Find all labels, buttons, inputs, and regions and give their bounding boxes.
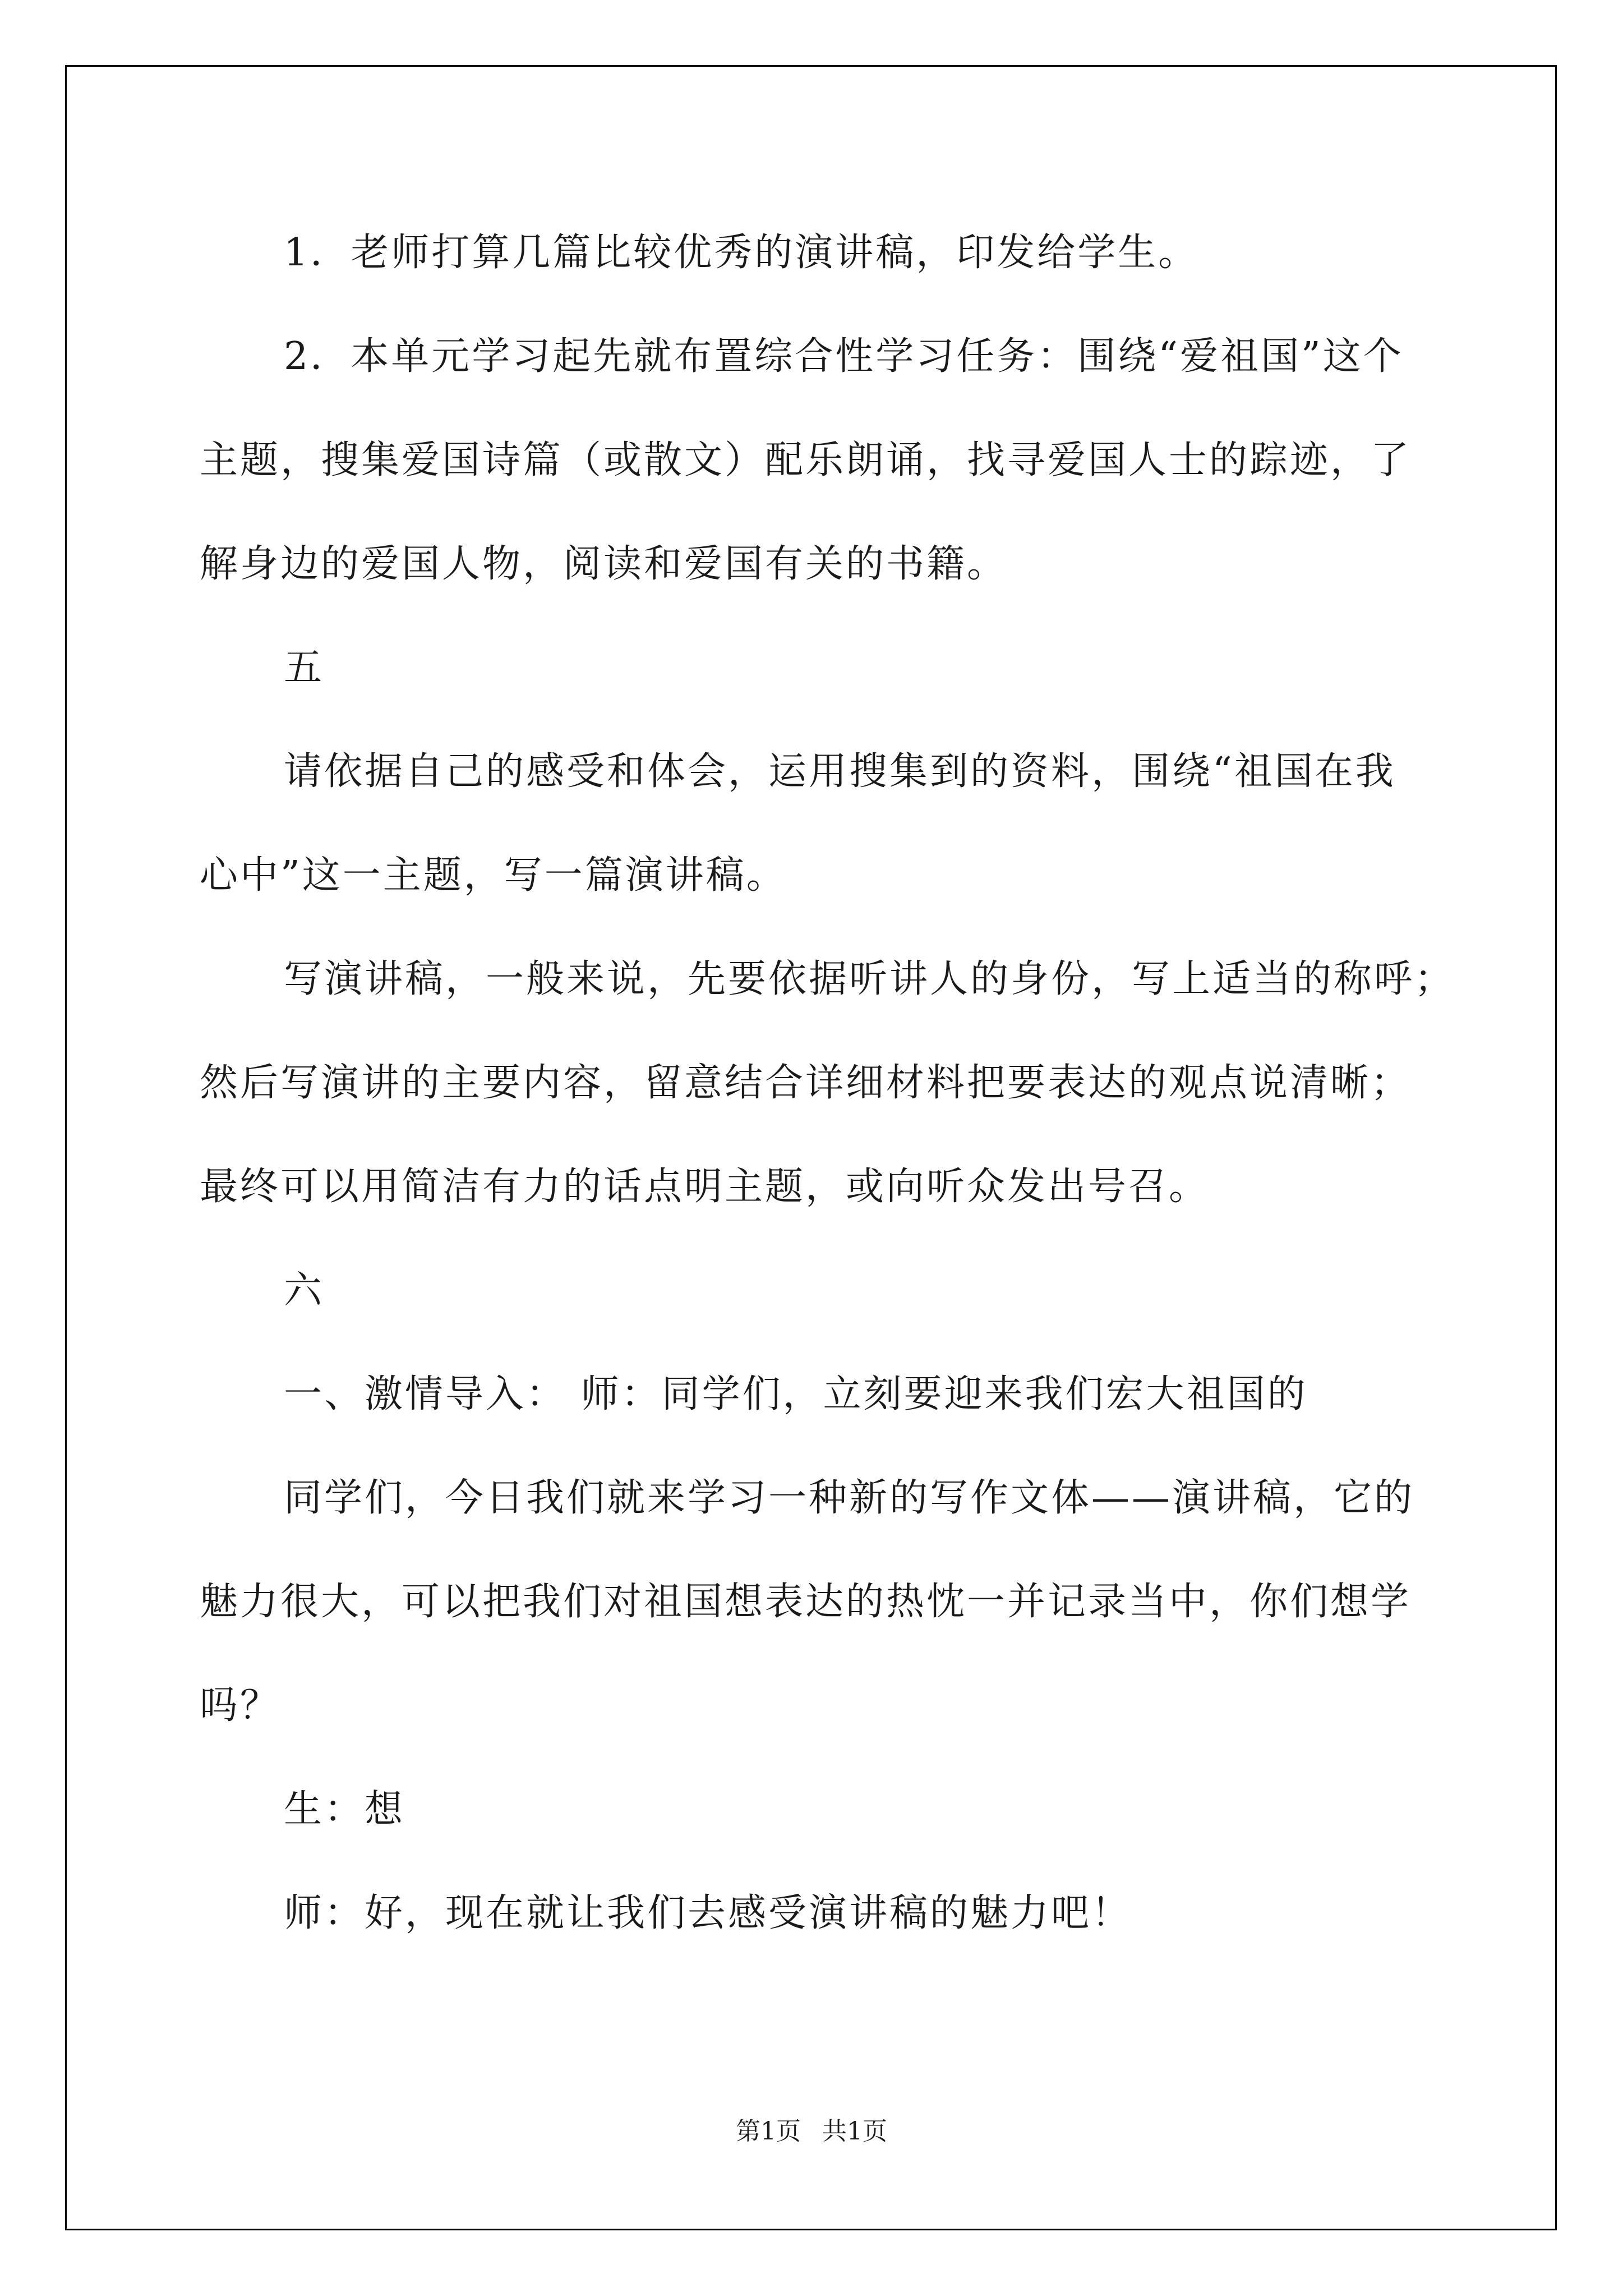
paragraph-line: 主题，搜集爱国诗篇（或散文）配乐朗诵，找寻爱国人士的踪迹，了	[200, 438, 1412, 482]
paragraph-line: 同学们，今日我们就来学习一种新的写作文体——演讲稿，它的	[284, 1476, 1415, 1520]
section-heading: 五	[284, 646, 325, 690]
page-number: 第1页	[736, 2117, 801, 2146]
paragraph-line: 心中”这一主题，写一篇演讲稿。	[200, 853, 787, 898]
paragraph-line: 吗？	[200, 1683, 281, 1728]
paragraph-line: 然后写演讲的主要内容，留意结合详细材料把要表达的观点说清晰；	[200, 1061, 1412, 1105]
paragraph-line: 生：想	[284, 1787, 405, 1832]
paragraph-line: 2．本单元学习起先就布置综合性学习任务：围绕“爱祖国”这个	[284, 334, 1404, 379]
page-total: 共1页	[822, 2117, 887, 2146]
page-footer	[0, 2115, 1623, 2148]
paragraph-line: 魅力很大，可以把我们对祖国想表达的热忱一并记录当中，你们想学	[200, 1580, 1412, 1624]
paragraph-line: 师：好，现在就让我们去感受演讲稿的魅力吧！	[284, 1891, 1132, 1935]
section-heading: 六	[284, 1268, 325, 1313]
paragraph-line: 1．老师打算几篇比较优秀的演讲稿，印发给学生。	[284, 231, 1199, 275]
paragraph-line: 写演讲稿，一般来说，先要依据听讲人的身份，写上适当的称呼；	[284, 957, 1455, 1001]
paragraph-line: 请依据自己的感受和体会，运用搜集到的资料，围绕“祖国在我	[284, 749, 1396, 794]
paragraph-line: 一、激情导入： 师：同学们，立刻要迎来我们宏大祖国的	[284, 1372, 1308, 1416]
paragraph-line: 最终可以用简洁有力的话点明主题，或向听众发出号召。	[200, 1165, 1210, 1209]
paragraph-line: 解身边的爱国人物，阅读和爱国有关的书籍。	[200, 542, 1008, 586]
